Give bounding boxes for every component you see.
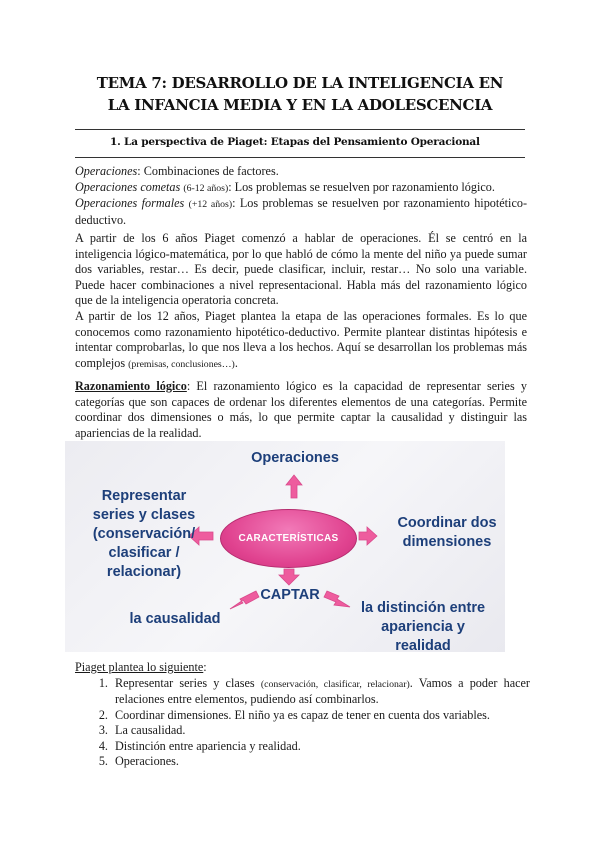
label-operaciones: Operaciones xyxy=(251,450,339,466)
arrow-up xyxy=(286,475,302,498)
paragraph-formales: A partir de los 12 años, Piaget plantea la etapa de las operaciones formales. Es lo que conocemos como razonamiento hipotético-deductivo. Permite plantear distintas hipótesis e intentar comprobarlas, lo que nos lleva a los hechos. Aquí se desarrollan los problemas más complejos (premisas, conclusiones…). xyxy=(75,309,527,370)
list-item: 3. La causalidad. xyxy=(111,723,530,739)
definition-term: Operaciones xyxy=(75,164,138,178)
list-item: 5. Operaciones. xyxy=(111,754,530,770)
paragraph-razonamiento: Razonamiento lógico: El razonamiento lógico es la capacidad de representar series y categorías que son capaces de ordenar los diferentes elementos de una categorías. Permite coordinar dos dimensiones o más, lo que permite captar la causalidad y distinguir las apariencias de la realidad. xyxy=(75,379,527,440)
label-captar: CAPTAR xyxy=(260,587,320,603)
piaget-list-block xyxy=(75,660,530,770)
arrow-right xyxy=(359,527,377,545)
label-causalidad: la causalidad xyxy=(129,611,221,627)
definition-term: Operaciones cometas xyxy=(75,179,181,194)
label-coordinar-dimensiones: Coordinar dos dimensiones xyxy=(397,515,497,550)
label-distincion: la distinción entre apariencia y realidad xyxy=(360,600,486,654)
definition-term: Operaciones formales xyxy=(75,196,185,210)
paragraph-operaciones: A partir de los 6 años Piaget comenzó a hablar de operaciones. Él se centró en la inteligencia lógico-matemática, por lo que habló de cómo la mente del niño ya puede sumar dos variables, restar… Es decir, puede clasificar, incluir, restar… No solo una variable. Puede hacer combinaciones a nivel representacional. Habla más del razonamiento lógico que de la inteligencia operatoria concreta. xyxy=(75,231,527,307)
list-item: 4. Distinción entre apariencia y realidad. xyxy=(111,739,530,755)
arrow-down xyxy=(279,569,299,585)
definition-formales xyxy=(75,196,527,228)
definitions-block xyxy=(75,164,527,228)
term-razonamiento-logico: Razonamiento lógico xyxy=(75,379,187,393)
definition-cometas xyxy=(75,180,527,197)
title-line-2: LA INFANCIA MEDIA Y EN LA ADOLESCENCIA xyxy=(107,96,493,114)
characteristics-ellipse xyxy=(220,509,357,568)
characteristics-diagram xyxy=(65,441,505,652)
definition-text: : Los problemas se resuelven por razonamiento hipotético-deductivo. xyxy=(75,196,528,227)
definition-text: : Los problemas se resuelven por razonamiento lógico. xyxy=(228,179,495,194)
definition-text: Combinaciones de factores. xyxy=(143,164,279,178)
heading-rule-bottom xyxy=(75,157,525,158)
label-representar-series: Representar series y clases (conservación/ clasificar / relacionar) xyxy=(92,488,196,580)
list-heading: Piaget plantea lo siguiente: xyxy=(75,660,207,674)
document-title xyxy=(0,72,600,116)
definition-operaciones: Operaciones: Combinaciones de factores. xyxy=(75,164,279,178)
center-label: CARACTERÍSTICAS xyxy=(238,533,339,544)
list-item: 2. Coordinar dimensiones. El niño ya es capaz de tener en cuenta dos variables. xyxy=(111,708,530,724)
definition-ages: (+12 años) xyxy=(188,199,233,210)
piaget-list xyxy=(75,676,530,770)
definition-ages: (6-12 años) xyxy=(183,182,229,194)
heading-rule-top xyxy=(75,129,525,130)
list-item: 1. Representar series y clases (conservación, clasificar, relacionar). Vamos a poder hacer relaciones entre elementos, pudiendo así combinarlos. xyxy=(111,676,530,708)
section-heading: 1. La perspectiva de Piaget: Etapas del Pensamiento Operacional xyxy=(110,136,480,148)
title-line-1: TEMA 7: DESARROLLO DE LA INTELIGENCIA EN xyxy=(96,74,504,92)
